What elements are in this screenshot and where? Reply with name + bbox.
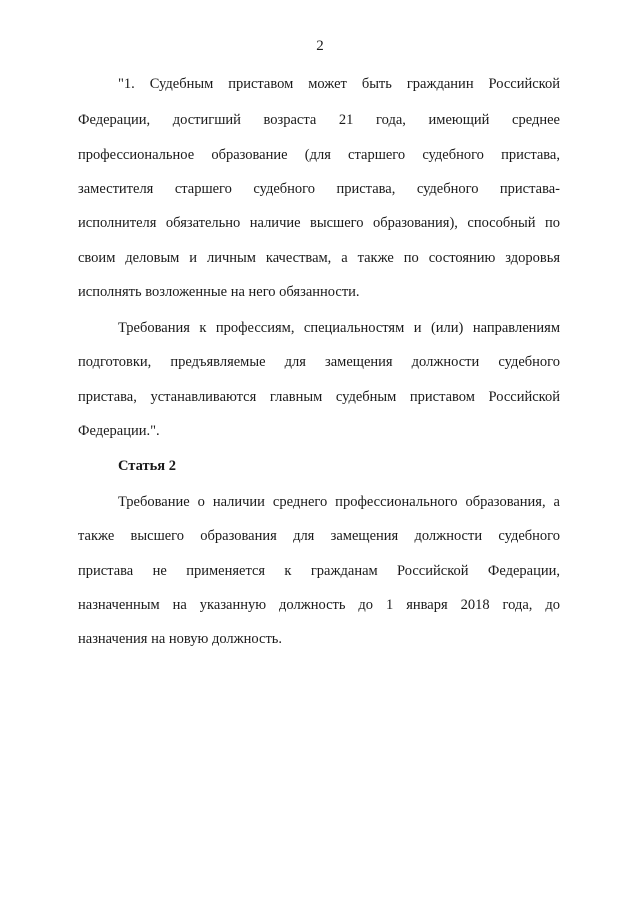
text-line: пристава не применяется к гражданам Российской Федерации, (78, 563, 560, 579)
text-line: Требование о наличии среднего профессионального образования, а (118, 494, 560, 510)
text-line: своим деловым и личным качествам, а также по состоянию здоровья (78, 250, 560, 266)
text-line: профессиональное образование (для старшего судебного пристава, (78, 147, 560, 163)
text-line: "1. Судебным приставом может быть гражданин Российской (118, 76, 560, 92)
text-line: заместителя старшего судебного пристава, судебного пристава- (78, 181, 560, 197)
text-line: исполнять возложенные на него обязанности. (78, 284, 360, 300)
text-line: Требования к профессиям, специальностям и (или) направлениям (118, 320, 560, 336)
text-line: пристава, устанавливаются главным судебным приставом Российской (78, 389, 560, 405)
text-line: Федерации, достигший возраста 21 года, имеющий среднее (78, 112, 560, 128)
article-heading: Статья 2 (118, 458, 176, 474)
text-line: также высшего образования для замещения должности судебного (78, 528, 560, 544)
text-line: назначения на новую должность. (78, 631, 283, 647)
page-number: 2 (316, 38, 324, 54)
text-line: Федерации.". (78, 423, 160, 439)
text-line: исполнителя обязательно наличие высшего образования), способный по (78, 215, 560, 231)
text-line: назначенным на указанную должность до 1 января 2018 года, до (78, 597, 560, 613)
text-line: подготовки, предъявляемые для замещения должности судебного (78, 354, 560, 370)
